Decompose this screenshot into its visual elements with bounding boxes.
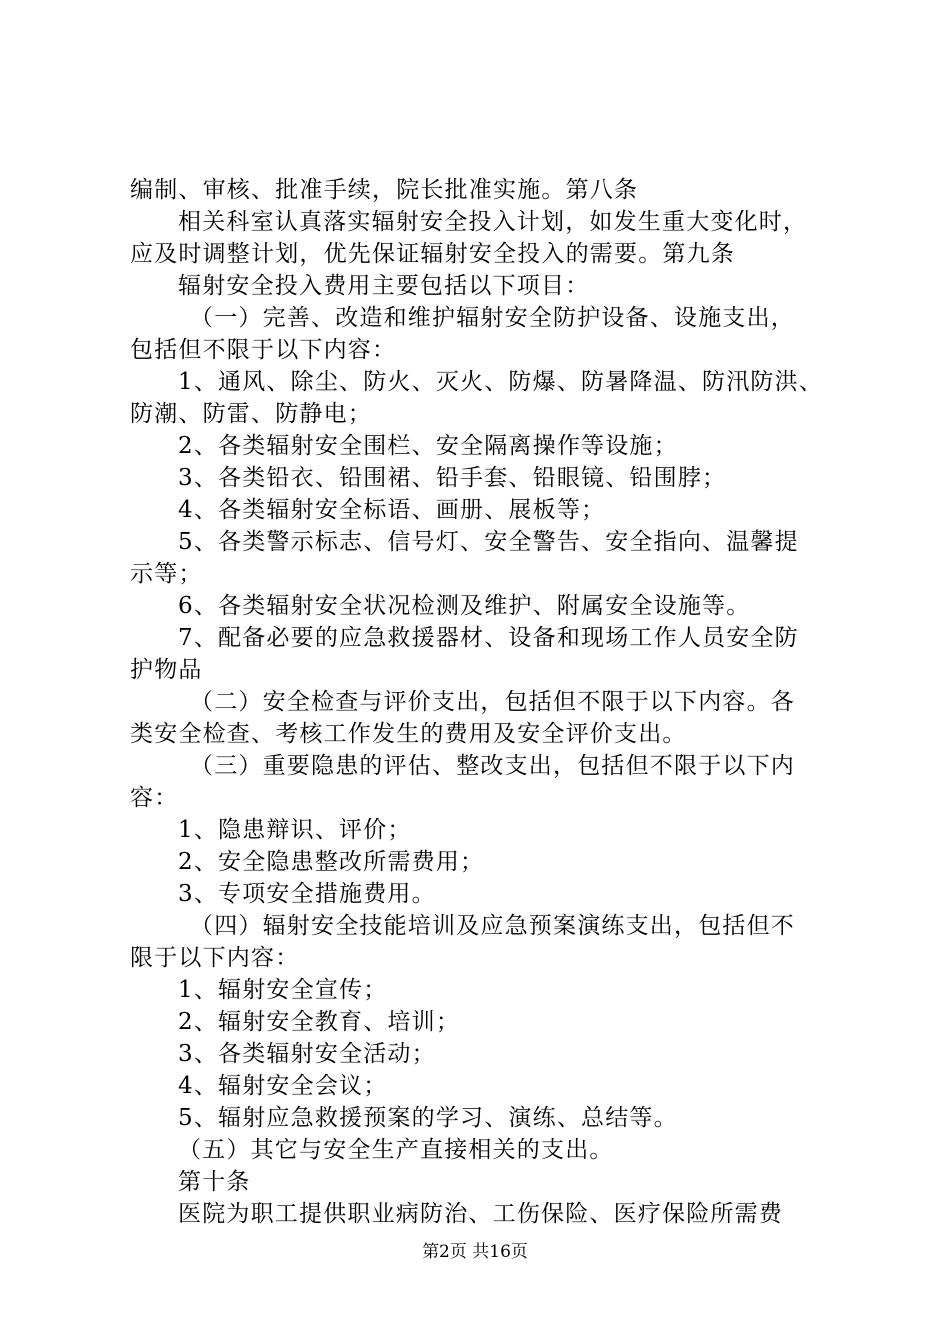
document-body [130,174,835,1230]
text-line: 5、辐射应急救援预案的学习、演练、总结等。 [178,1105,678,1131]
text-line: 相关科室认真落实辐射安全投入计划，如发生重大变化时， [178,209,808,235]
text-line: 护物品 [130,657,203,683]
text-line: 包括但不限于以下内容： [130,337,397,363]
text-line: 5、各类警示标志、信号灯、安全警告、安全指向、温馨提 [178,529,799,555]
text-line: 1、辐射安全宣传； [178,977,388,1003]
text-line: 1、隐患辩识、评价； [178,817,412,843]
text-line: （一）完善、改造和维护辐射安全防护设备、设施支出， [190,305,795,331]
text-line: （三）重要隐患的评估、整改支出，包括但不限于以下内 [190,753,795,779]
text-line: 3、各类辐射安全活动； [178,1041,436,1067]
text-line: （二）安全检查与评价支出，包括但不限于以下内容。各 [190,689,795,715]
text-line: 3、专项安全措施费用。 [178,881,436,907]
text-line: 2、辐射安全教育、培训； [178,1009,461,1035]
text-line: 3、各类铅衣、铅围裙、铅手套、铅眼镜、铅围脖； [178,465,727,491]
text-line: 限于以下内容： [130,945,300,971]
text-line: 辐射安全投入费用主要包括以下项目： [178,273,590,299]
text-line: 第十条 [178,1169,251,1195]
text-line: 4、辐射安全会议； [178,1073,388,1099]
text-line: （四）辐射安全技能培训及应急预案演练支出，包括但不 [190,913,795,939]
text-line: 6、各类辐射安全状况检测及维护、附属安全设施等。 [178,593,751,619]
text-line: 医院为职工提供职业病防治、工伤保险、医疗保险所需费 [178,1201,783,1227]
text-line: （五）其它与安全生产直接相关的支出。 [178,1137,614,1163]
text-line: 应及时调整计划，优先保证辐射安全投入的需要。第九条 [130,241,735,267]
text-line: 示等； [130,561,203,587]
text-line: 2、各类辐射安全围栏、安全隔离操作等设施； [178,433,678,459]
page-footer: 第2页 共16页 [422,1242,528,1262]
text-line: 2、安全隐患整改所需费用； [178,849,485,875]
text-line: 7、配备必要的应急救援器材、设备和现场工作人员安全防 [178,625,799,651]
text-line: 类安全检查、考核工作发生的费用及安全评价支出。 [130,721,687,747]
text-line: 4、各类辐射安全标语、画册、展板等； [178,497,606,523]
text-line: 防潮、防雷、防静电； [130,401,372,427]
text-line: 编制、审核、批准手续，院长批准实施。第八条 [130,177,639,203]
text-line: 1、通风、除尘、防火、灭火、防爆、防暑降温、防汛防洪、 [178,369,824,395]
text-line: 容： [130,785,179,811]
